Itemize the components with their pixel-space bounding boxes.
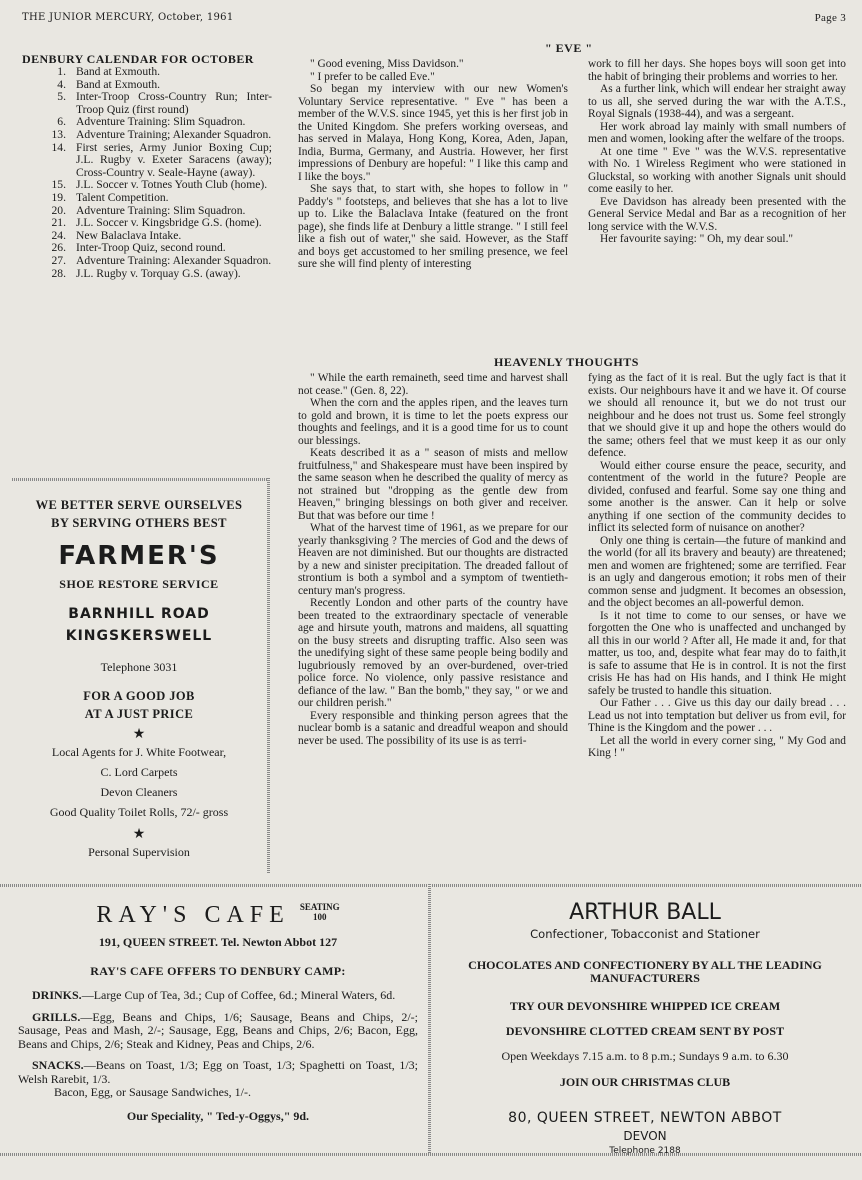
ad-border-right — [267, 478, 270, 873]
page-number: Page 3 — [814, 12, 846, 24]
calendar-event: New Balaclava Intake. — [76, 228, 182, 242]
calendar-list — [14, 66, 272, 280]
article-paragraph: " While the earth remaineth, seed time and harvest shall not cease." (Gen. 8, 22). — [298, 372, 568, 397]
article-paragraph: Her work abroad lay mainly with small numbers of men and women, looking after the welfare of the troops. — [588, 120, 846, 145]
article-paragraph: At one time " Eve " was the W.V.S. representative with No. 1 Wireless Regiment who were stationed in Gluckstal, so working with another Signals unit should come easily to her. — [588, 145, 846, 195]
farmers-road: BARNHILL ROAD — [68, 606, 210, 622]
calendar-title: DENBURY CALENDAR FOR OCTOBER — [22, 52, 254, 66]
article-paragraph: Her favourite saying: " Oh, my dear soul." — [600, 233, 794, 245]
rays-grills-label: GRILLS. — [32, 1009, 81, 1024]
article-paragraph: When the corn and the apples ripen, and the leaves turn to gold and brown, it is time to let the poets express our thoughts and feelings, and it is a good time for us to count our blessings. — [298, 397, 568, 447]
farmers-agents-3: Devon Cleaners — [100, 785, 178, 799]
arthur-ball-club: JOIN OUR CHRISTMAS CLUB — [559, 1075, 731, 1089]
rays-snacks-text: —Beans on Toast, 1/3; Egg on Toast, 1/3; Spaghetti on Toast, 1/3; Welsh Rarebit, 1/3. — [18, 1058, 418, 1086]
rays-grills-text: —Egg, Beans and Chips, 1/6; Sausage, Beans and Chips, 2/-; Sausage, Peas and Mash, 2/-; Sausage, Egg, Beans and Chips, 2/6; Bacon, Egg, Beans and Chips, 2/6; Steak and Kidney, Peas and Chips, 2/6. — [18, 1009, 418, 1051]
eve-column-2 — [588, 58, 846, 246]
arthur-ball-county: DEVON — [623, 1129, 667, 1143]
rays-drinks-text: —Large Cup of Tea, 3d.; Cup of Coffee, 6d.; Mineral Waters, 6d. — [81, 988, 396, 1002]
article-paragraph: She says that, to start with, she hopes to follow in " Paddy's " footsteps, and believes that she has a lot to live up to. Like the Balaclava Intake (featured on the front page), she finds life at Denbury a little strange. " I still feel like a fish out of water," she said. However, as the Staff and boys get accustomed to her smiling presence, we feel sure she will find plenty of interesting — [298, 183, 568, 270]
calendar-event: Inter-Troop Quiz, second round. — [76, 241, 226, 255]
eve-column-1 — [298, 58, 568, 271]
calendar-event: J.L. Rugby v. Torquay G.S. (away). — [76, 266, 241, 280]
article-paragraph: fying as the fact of it is real. But the ugly fact is that it exists. Our neighbours have it and we have it. Of course we should all renounce it, but we do not trust our neighbour and he does not trust us. Some feel strongly that we should give it up and hope the others would do the same; others feel that we must keep it as our only defence. — [588, 372, 846, 459]
arthur-ball-line-1: CHOCOLATES AND CONFECTIONERY BY ALL THE LEADING MANUFACTURERS — [468, 958, 822, 985]
article-paragraph: Keats described it as a " season of mists and mellow fruitfulness," and Shakespeare must have been inspired by the same season when he described the quality of mercy as not strained but "dropping as the gentle dew from Heaven," bringing blessings on both giver and receiver. But that was before our time ! — [298, 447, 568, 522]
calendar-date: 27. — [51, 253, 66, 267]
article-paragraph: Eve Davidson has already been presented with the General Service Medal and Bar as a recognition of her long service with the W.V.S. — [588, 195, 846, 233]
calendar-event: Adventure Training: Alexander Squadron. — [76, 253, 272, 267]
calendar-item — [14, 255, 272, 268]
calendar-item — [14, 129, 272, 142]
article-paragraph: Would either course ensure the peace, security, and contentment of the world in the future? People are divided, confused and fearful. Some say one thing and some another is the answer. Can it help or solve anything if one section of the community decides to inflict its selected form of nuisance on another? — [588, 459, 846, 534]
calendar-event: Band at Exmouth. — [76, 65, 161, 78]
article-paragraph: As a further link, which will endear her straight away to us all, she served during the war with the A.T.S., Royal Signals (1938-44), and was a sergeant. — [588, 83, 846, 120]
article-paragraph: Recently London and other parts of the country have been treated to the extraordinary spectacle of venerable age and hirsute youth, matrons and maidens, all squatting on the busy streets and disrupting traffic. Also seen was the unedifying sight of these same people being bodily and lugubriously removed by an over-burdened, over-tried police force. No violence, only passive resistance and defiance of the law. " Ban the bomb," they say, " or we and our children perish." — [298, 597, 568, 709]
article-paragraph: Is it not time to come to our senses, or have we forgotten the One who is unaffected and unchanged by all this in our world ? After all, He made it and, for that matter, us too, and, despite what fear may do to faith,it is safe to assume that He is in control. It is not the first crisis He has had on His hands, and I think He might safely be trusted to handle this situation. — [588, 609, 846, 697]
article-paragraph: So began my interview with our new Women's Voluntary Service representative. " Eve " has been a member of the W.V.S. since 1945, yet this is her first job in the United Kingdom. She prefers working overseas, and has served in Malaya, Hong Kong, Korea, Aden, Japan, India, Burma, Germany, and Austria. However, her first impressions of Denbury are hopeful: " I like this camp and I like the boys." — [298, 83, 568, 183]
farmers-agents-1: Local Agents for J. White Footwear, — [51, 745, 227, 759]
arthur-ball-address: 80, QUEEN STREET, NEWTON ABBOT — [508, 1110, 782, 1126]
calendar-event: Adventure Training: Slim Squadron. — [76, 203, 246, 217]
article-paragraph: What of the harvest time of 1961, as we prepare for our yearly thanksgiving ? The mercies of God and the dews of Heaven are not diminished. But our thoughts are distracted by a new and sinister precipitation. The dreaded fallout of strontium is both a symbol and a symptom of twentieth-century man's progress. — [298, 522, 568, 597]
calendar-event: Adventure Training: Slim Squadron. — [76, 115, 246, 129]
farmers-slogan-2: AT A JUST PRICE — [84, 707, 194, 721]
eve-title: " EVE " — [545, 41, 593, 55]
rays-drinks-label: DRINKS. — [32, 988, 82, 1002]
calendar-item — [14, 91, 272, 116]
calendar-date: 13. — [51, 127, 66, 141]
calendar-date: 1. — [57, 65, 66, 78]
calendar-item — [14, 142, 272, 180]
arthur-ball-phone: Telephone 2188 — [609, 1146, 681, 1156]
calendar-date: 5. — [57, 90, 66, 104]
calendar-event: Band at Exmouth. — [76, 77, 161, 91]
farmers-supervision: Personal Supervision — [88, 845, 190, 859]
arthur-ball-advert — [440, 900, 850, 1156]
article-paragraph: Our Father . . . Give us this day our daily bread . . . Lead us not into temptation but deliver us from evil, for Thine is the Kingdom and the power . . . — [588, 697, 846, 734]
masthead-text: THE JUNIOR MERCURY, October, 1961 — [22, 12, 234, 23]
rays-grills — [18, 1011, 418, 1052]
farmers-agents-2: C. Lord Carpets — [100, 765, 178, 779]
rays-address: 191, QUEEN STREET. Tel. Newton Abbot 127 — [98, 935, 338, 949]
calendar-event: Adventure Training; Alexander Squadron. — [76, 127, 272, 141]
calendar-item — [14, 268, 272, 281]
arthur-ball-name: ARTHUR BALL — [569, 900, 721, 925]
farmers-phone: Telephone 3031 — [100, 660, 178, 674]
farmers-name: FARMER'S — [58, 541, 220, 571]
calendar-event: Inter-Troop Cross-Country Run; Inter-Troop Quiz (first round) — [76, 90, 272, 116]
farmers-tagline-1: WE BETTER SERVE OURSELVES — [35, 498, 243, 512]
rays-cafe-advert — [18, 902, 418, 1124]
article-paragraph: " Good evening, Miss Davidson." — [310, 58, 464, 70]
arthur-ball-line-2: TRY OUR DEVONSHIRE WHIPPED ICE CREAM — [509, 999, 781, 1013]
calendar-date: 14. — [51, 140, 66, 154]
article-paragraph: work to fill her days. She hopes boys will soon get into the habit of bringing their problems and worries to her. — [588, 58, 846, 83]
article-paragraph: Only one thing is certain—the future of mankind and the world (for all its bravery and beauty) are threatened; men and women are frightened; some are terrified. Fear is an ugly and dangerous emotion; it robs men of their common sense and judgment. It becomes an obsession, and the object becomes an all-powerful demon. — [588, 534, 846, 609]
calendar-date: 28. — [51, 266, 66, 280]
farmers-service: SHOE RESTORE SERVICE — [59, 577, 219, 591]
rays-snacks-2: Bacon, Egg, or Sausage Sandwiches, 1/-. — [54, 1085, 251, 1099]
ad-border-top — [12, 478, 270, 481]
rays-drinks — [18, 989, 418, 1003]
calendar-date: 20. — [51, 203, 66, 217]
arthur-ball-hours: Open Weekdays 7.15 a.m. to 8 p.m.; Sundays 9 a.m. to 6.30 — [501, 1049, 789, 1063]
heavenly-title: HEAVENLY THOUGHTS — [494, 355, 639, 369]
star-icon: ★ — [132, 727, 146, 742]
star-icon-2: ★ — [132, 827, 146, 842]
rays-snacks-label: SNACKS. — [32, 1058, 84, 1072]
bottom-ads-border-top — [0, 884, 862, 887]
rays-speciality: Our Speciality, " Ted-y-Oggys," 9d. — [126, 1108, 310, 1123]
arthur-ball-subtitle: Confectioner, Tobacconist and Stationer — [530, 927, 760, 941]
calendar-item — [14, 217, 272, 230]
calendar-date: 26. — [51, 241, 66, 255]
article-paragraph: Every responsible and thinking person agrees that the nuclear bomb is a satanic and dreadful weapon and should never be used. The possibility of its use is as terri- — [298, 709, 568, 747]
rays-seating-number: 100 — [312, 912, 327, 922]
calendar-date: 24. — [51, 228, 66, 242]
heavenly-column-1 — [298, 372, 568, 747]
bottom-ads-divider — [428, 884, 431, 1156]
calendar-date: 21. — [51, 216, 66, 230]
rays-cafe-name: RAY'S CAFE — [96, 902, 290, 928]
calendar-date: 4. — [57, 77, 66, 91]
calendar-date: 19. — [51, 190, 66, 204]
rays-seating — [300, 902, 340, 922]
farmers-slogan-1: FOR A GOOD JOB — [83, 689, 195, 703]
farmers-town: KINGSKERSWELL — [65, 628, 213, 644]
calendar-event: Talent Competition. — [76, 190, 169, 204]
calendar-event: First series, Army Junior Boxing Cup; J.L. Rugby v. Exeter Saracens (away); Cross-Country v. Seale-Hayne (away). — [76, 140, 272, 179]
calendar-item — [14, 66, 272, 79]
rays-seating-label: SEATING — [299, 902, 340, 912]
article-paragraph: Let all the world in every corner sing, " My God and King ! " — [588, 734, 846, 759]
rays-offers: RAY'S CAFE OFFERS TO DENBURY CAMP: — [90, 964, 346, 978]
calendar-item — [14, 192, 272, 205]
farmers-agents-4: Good Quality Toilet Rolls, 72/- gross — [49, 805, 229, 819]
calendar-event: J.L. Soccer v. Totnes Youth Club (home). — [76, 178, 268, 192]
heavenly-column-2 — [588, 372, 846, 760]
calendar-event: J.L. Soccer v. Kingsbridge G.S. (home). — [76, 216, 262, 230]
calendar-date: 15. — [51, 178, 66, 192]
farmers-advert — [14, 498, 264, 860]
rays-snacks — [18, 1059, 418, 1086]
farmers-tagline-2: BY SERVING OTHERS BEST — [51, 516, 227, 530]
article-paragraph: " I prefer to be called Eve." — [310, 70, 435, 83]
calendar-date: 6. — [57, 115, 66, 129]
arthur-ball-line-3: DEVONSHIRE CLOTTED CREAM SENT BY POST — [505, 1024, 785, 1038]
